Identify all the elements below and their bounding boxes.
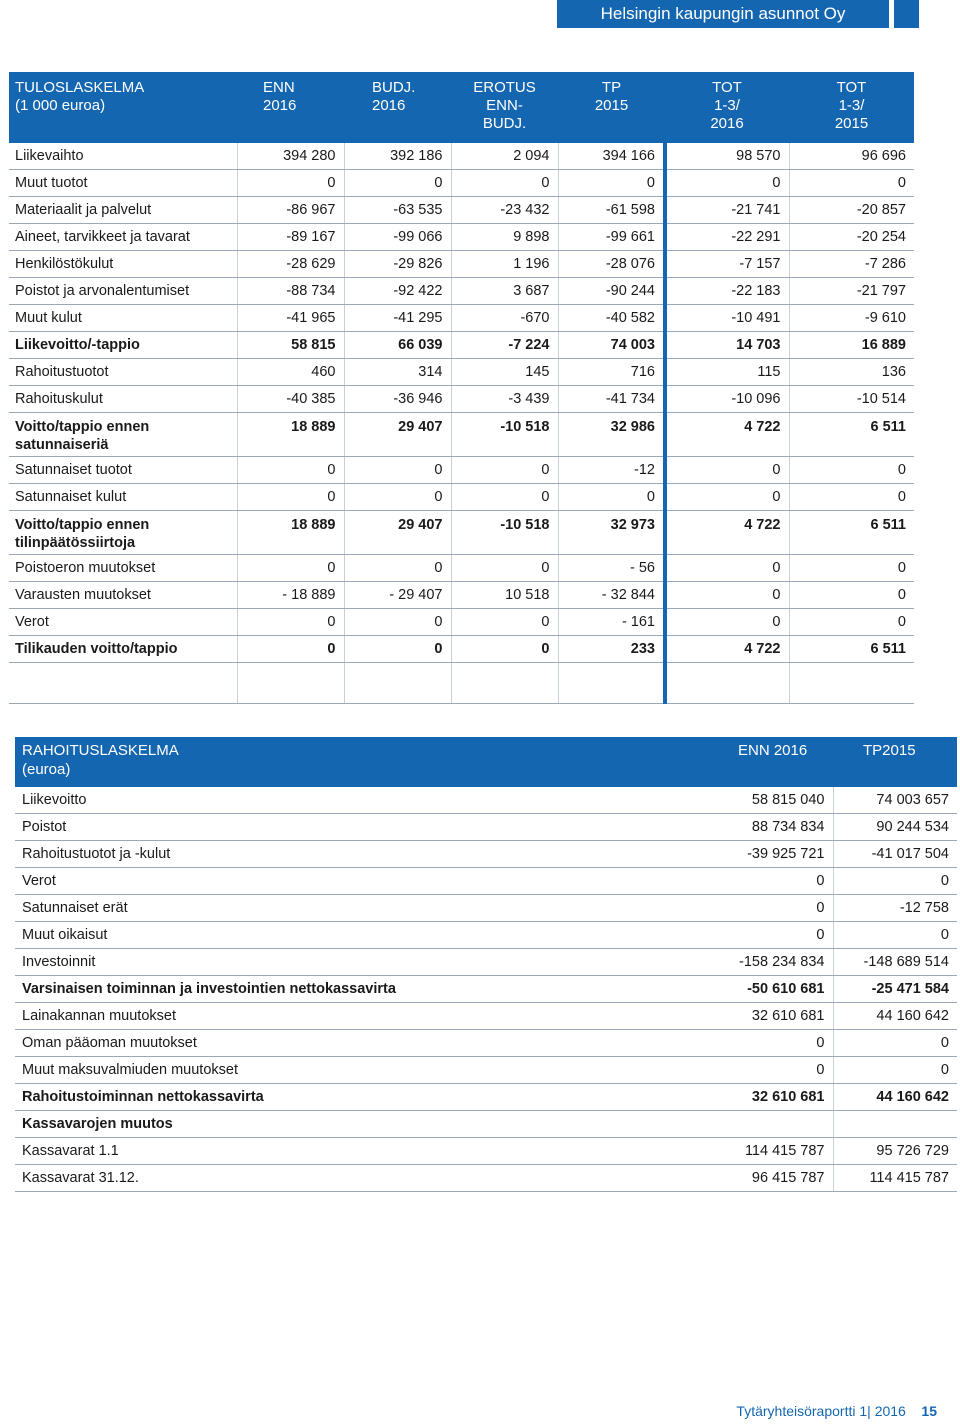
cell-value: -63 535	[344, 197, 451, 224]
col-header-enn-2016: ENN 2016	[708, 737, 833, 787]
cell-value: 9 898	[451, 224, 558, 251]
cell-value: 0	[344, 457, 451, 484]
cell-value: 0	[451, 555, 558, 582]
cell-value	[833, 1111, 957, 1138]
table-row-bold	[9, 332, 914, 359]
cell-value: -61 598	[558, 197, 665, 224]
cell-value: 66 039	[344, 332, 451, 359]
table-row	[15, 1003, 957, 1030]
row-label: Poistoeron muutokset	[9, 555, 237, 582]
cell-value: 0	[344, 484, 451, 511]
cell-value: -29 826	[344, 251, 451, 278]
cell-value: -12	[558, 457, 665, 484]
cell-value: 32 986	[558, 413, 665, 457]
cell-value: 0	[665, 484, 789, 511]
table-row	[9, 609, 914, 636]
cell-value: 0	[451, 484, 558, 511]
cell-value: 58 815	[237, 332, 344, 359]
cell-value: 10 518	[451, 582, 558, 609]
row-label: Liikevoitto/-tappio	[9, 332, 237, 359]
table-row	[15, 1138, 957, 1165]
table-row	[15, 841, 957, 868]
row-label: Kassavarat 1.1	[15, 1138, 708, 1165]
row-label	[9, 663, 237, 704]
cell-value: -99 066	[344, 224, 451, 251]
row-label: Henkilöstökulut	[9, 251, 237, 278]
page-number: 15	[921, 1403, 937, 1419]
cell-value: -7 157	[665, 251, 789, 278]
cell-value: 0	[708, 1030, 833, 1057]
header-accent-square	[894, 0, 919, 28]
cell-value: -36 946	[344, 386, 451, 413]
cell-value: 115	[665, 359, 789, 386]
row-label: Verot	[15, 868, 708, 895]
cell-value: 0	[789, 555, 914, 582]
cell-value: 88 734 834	[708, 814, 833, 841]
cell-value: -7 286	[789, 251, 914, 278]
cell-value: 0	[237, 555, 344, 582]
row-label: Voitto/tappio ennen tilinpäätössiirtoja	[9, 511, 237, 555]
cell-value: -148 689 514	[833, 949, 957, 976]
cell-value: 2 094	[451, 143, 558, 170]
cell-value: 0	[344, 636, 451, 663]
cell-value: -92 422	[344, 278, 451, 305]
cell-value: -41 734	[558, 386, 665, 413]
cell-value: 0	[665, 457, 789, 484]
cell-value: 0	[789, 457, 914, 484]
cell-value: -88 734	[237, 278, 344, 305]
table-row-bold	[15, 1084, 957, 1111]
cell-value: -39 925 721	[708, 841, 833, 868]
cell-value: 0	[833, 868, 957, 895]
row-label: Rahoituskulut	[9, 386, 237, 413]
row-label: Satunnaiset tuotot	[9, 457, 237, 484]
cell-value: 6 511	[789, 413, 914, 457]
cell-value: - 18 889	[237, 582, 344, 609]
cell-value: -10 096	[665, 386, 789, 413]
cell-value: -90 244	[558, 278, 665, 305]
cell-value	[789, 663, 914, 704]
cell-value: 0	[708, 895, 833, 922]
cell-value: 0	[558, 484, 665, 511]
cell-value: 0	[451, 457, 558, 484]
cell-value: -3 439	[451, 386, 558, 413]
cell-value: 0	[344, 170, 451, 197]
row-label: Muut maksuvalmiuden muutokset	[15, 1057, 708, 1084]
cell-value: 0	[237, 484, 344, 511]
cell-value: 32 610 681	[708, 1084, 833, 1111]
row-label: Poistot ja arvonalentumiset	[9, 278, 237, 305]
cell-value: -28 076	[558, 251, 665, 278]
cell-value: -12 758	[833, 895, 957, 922]
cell-value: 0	[237, 636, 344, 663]
cell-value: 74 003	[558, 332, 665, 359]
cell-value: 0	[789, 484, 914, 511]
cell-value: 0	[708, 868, 833, 895]
cell-value: 0	[665, 170, 789, 197]
cell-value: 392 186	[344, 143, 451, 170]
table-row-bold	[9, 636, 914, 663]
cell-value: -99 661	[558, 224, 665, 251]
cell-value: -23 432	[451, 197, 558, 224]
cash-flow-title: RAHOITUSLASKELMA (euroa)	[15, 737, 708, 787]
table-row	[15, 922, 957, 949]
row-label: Poistot	[15, 814, 708, 841]
cell-value: 14 703	[665, 332, 789, 359]
cell-value: -21 797	[789, 278, 914, 305]
table-row	[9, 170, 914, 197]
cell-value: 74 003 657	[833, 787, 957, 814]
table-row-bold	[9, 511, 914, 555]
cell-value: 29 407	[344, 511, 451, 555]
company-header: Helsingin kaupungin asunnot Oy	[557, 0, 889, 28]
cell-value: - 161	[558, 609, 665, 636]
table-row	[9, 305, 914, 332]
table-row-bold	[9, 413, 914, 457]
cell-value: -25 471 584	[833, 976, 957, 1003]
col-header-erotus: EROTUS ENN- BUDJ.	[451, 72, 558, 143]
cell-value: 0	[344, 555, 451, 582]
cell-value: 4 722	[665, 413, 789, 457]
row-label: Oman pääoman muutokset	[15, 1030, 708, 1057]
cell-value: 0	[237, 609, 344, 636]
income-statement-title: TULOSLASKELMA (1 000 euroa)	[9, 72, 237, 143]
cell-value: 114 415 787	[833, 1165, 957, 1192]
cell-value: 716	[558, 359, 665, 386]
cell-value: 0	[708, 922, 833, 949]
cell-value: 3 687	[451, 278, 558, 305]
cell-value: 0	[833, 1030, 957, 1057]
table-row	[15, 1030, 957, 1057]
cell-value: 394 166	[558, 143, 665, 170]
cell-value: -10 518	[451, 511, 558, 555]
cell-value: 0	[833, 922, 957, 949]
cell-value: 98 570	[665, 143, 789, 170]
table-row	[15, 895, 957, 922]
table-row	[9, 278, 914, 305]
table-row-bold	[15, 1111, 957, 1138]
table-row	[9, 224, 914, 251]
cell-value: 0	[665, 555, 789, 582]
table-row	[9, 386, 914, 413]
cell-value: -86 967	[237, 197, 344, 224]
table-row	[15, 814, 957, 841]
row-label: Rahoitustuotot ja -kulut	[15, 841, 708, 868]
table-row	[9, 359, 914, 386]
cell-value: 18 889	[237, 511, 344, 555]
cell-value: -20 857	[789, 197, 914, 224]
table-row	[9, 582, 914, 609]
cell-value: -158 234 834	[708, 949, 833, 976]
table-row-empty	[9, 663, 914, 704]
table-row	[9, 197, 914, 224]
row-label: Satunnaiset kulut	[9, 484, 237, 511]
cell-value: 6 511	[789, 636, 914, 663]
cell-value: 44 160 642	[833, 1003, 957, 1030]
cell-value: -20 254	[789, 224, 914, 251]
row-label: Liikevoitto	[15, 787, 708, 814]
cell-value: -22 183	[665, 278, 789, 305]
cell-value: 16 889	[789, 332, 914, 359]
col-header-budj-2016: BUDJ. 2016	[344, 72, 451, 143]
row-label: Investoinnit	[15, 949, 708, 976]
cell-value: 0	[237, 170, 344, 197]
cell-value: -10 491	[665, 305, 789, 332]
cell-value: -89 167	[237, 224, 344, 251]
cell-value: -7 224	[451, 332, 558, 359]
cell-value: 4 722	[665, 511, 789, 555]
cell-value: 6 511	[789, 511, 914, 555]
row-label: Lainakannan muutokset	[15, 1003, 708, 1030]
row-label: Varsinaisen toiminnan ja investointien nettokassavirta	[15, 976, 708, 1003]
cell-value: 4 722	[665, 636, 789, 663]
cell-value: 96 696	[789, 143, 914, 170]
cell-value: 95 726 729	[833, 1138, 957, 1165]
footer-year: 2016	[874, 1403, 906, 1419]
cell-value: 0	[344, 609, 451, 636]
cell-value: 0	[451, 609, 558, 636]
row-label: Rahoitustuotot	[9, 359, 237, 386]
row-label: Muut oikaisut	[15, 922, 708, 949]
table-row	[15, 1057, 957, 1084]
row-label: Satunnaiset erät	[15, 895, 708, 922]
cell-value: 0	[665, 609, 789, 636]
col-header-tp2015: TP2015	[833, 737, 957, 787]
cell-value: -21 741	[665, 197, 789, 224]
cell-value: 1 196	[451, 251, 558, 278]
row-label: Muut kulut	[9, 305, 237, 332]
table-row	[15, 1165, 957, 1192]
cell-value: -41 017 504	[833, 841, 957, 868]
row-label: Aineet, tarvikkeet ja tavarat	[9, 224, 237, 251]
cell-value: 0	[451, 170, 558, 197]
row-label: Kassavarojen muutos	[15, 1111, 708, 1138]
cell-value	[665, 663, 789, 704]
cell-value: 394 280	[237, 143, 344, 170]
cell-value: -41 965	[237, 305, 344, 332]
cell-value: 29 407	[344, 413, 451, 457]
col-header-tot-2016: TOT 1-3/ 2016	[665, 72, 789, 143]
page-footer	[736, 1403, 937, 1419]
row-label: Kassavarat 31.12.	[15, 1165, 708, 1192]
cell-value: 0	[708, 1057, 833, 1084]
cell-value	[558, 663, 665, 704]
table-row	[9, 143, 914, 170]
cell-value	[708, 1111, 833, 1138]
cell-value: 32 610 681	[708, 1003, 833, 1030]
row-label: Rahoitustoiminnan nettokassavirta	[15, 1084, 708, 1111]
cell-value: 0	[237, 457, 344, 484]
row-label: Tilikauden voitto/tappio	[9, 636, 237, 663]
row-label: Verot	[9, 609, 237, 636]
cell-value: -10 514	[789, 386, 914, 413]
cash-flow-header	[15, 737, 957, 787]
table-row	[9, 555, 914, 582]
table-row	[15, 949, 957, 976]
cell-value: 0	[833, 1057, 957, 1084]
row-label: Muut tuotot	[9, 170, 237, 197]
cell-value: -28 629	[237, 251, 344, 278]
cell-value: 0	[451, 636, 558, 663]
cell-value: 233	[558, 636, 665, 663]
cell-value: 96 415 787	[708, 1165, 833, 1192]
table-row	[15, 868, 957, 895]
cell-value: -40 385	[237, 386, 344, 413]
row-label: Voitto/tappio ennen satunnaiseriä	[9, 413, 237, 457]
table-row	[9, 484, 914, 511]
income-statement-table	[9, 72, 914, 704]
cell-value: 0	[789, 582, 914, 609]
cell-value: 18 889	[237, 413, 344, 457]
cell-value: 114 415 787	[708, 1138, 833, 1165]
cell-value: 145	[451, 359, 558, 386]
cell-value: - 29 407	[344, 582, 451, 609]
cell-value: 58 815 040	[708, 787, 833, 814]
table-row	[9, 457, 914, 484]
cell-value: 0	[665, 582, 789, 609]
cell-value: -22 291	[665, 224, 789, 251]
footer-report-name: Tytäryhteisöraportti	[736, 1403, 856, 1419]
cell-value: 0	[789, 170, 914, 197]
col-header-tp-2015: TP 2015	[558, 72, 665, 143]
table-row-bold	[15, 976, 957, 1003]
cell-value: -41 295	[344, 305, 451, 332]
row-label: Liikevaihto	[9, 143, 237, 170]
cell-value: 314	[344, 359, 451, 386]
cell-value: 136	[789, 359, 914, 386]
cell-value: -9 610	[789, 305, 914, 332]
cell-value: - 56	[558, 555, 665, 582]
cell-value: 44 160 642	[833, 1084, 957, 1111]
cash-flow-table	[15, 737, 957, 1192]
col-header-tot-2015: TOT 1-3/ 2015	[789, 72, 914, 143]
income-statement-header	[9, 72, 914, 143]
cell-value: 460	[237, 359, 344, 386]
cell-value	[237, 663, 344, 704]
cell-value: -10 518	[451, 413, 558, 457]
cell-value: 0	[558, 170, 665, 197]
cell-value: - 32 844	[558, 582, 665, 609]
row-label: Varausten muutokset	[9, 582, 237, 609]
cell-value: 32 973	[558, 511, 665, 555]
cell-value: 90 244 534	[833, 814, 957, 841]
col-header-enn-2016: ENN 2016	[237, 72, 344, 143]
cell-value: -50 610 681	[708, 976, 833, 1003]
cell-value: -40 582	[558, 305, 665, 332]
cell-value: -670	[451, 305, 558, 332]
row-label: Materiaalit ja palvelut	[9, 197, 237, 224]
cell-value	[451, 663, 558, 704]
cell-value: 0	[789, 609, 914, 636]
cell-value	[344, 663, 451, 704]
table-row	[9, 251, 914, 278]
footer-separator: 1|	[859, 1403, 871, 1419]
table-row	[15, 787, 957, 814]
